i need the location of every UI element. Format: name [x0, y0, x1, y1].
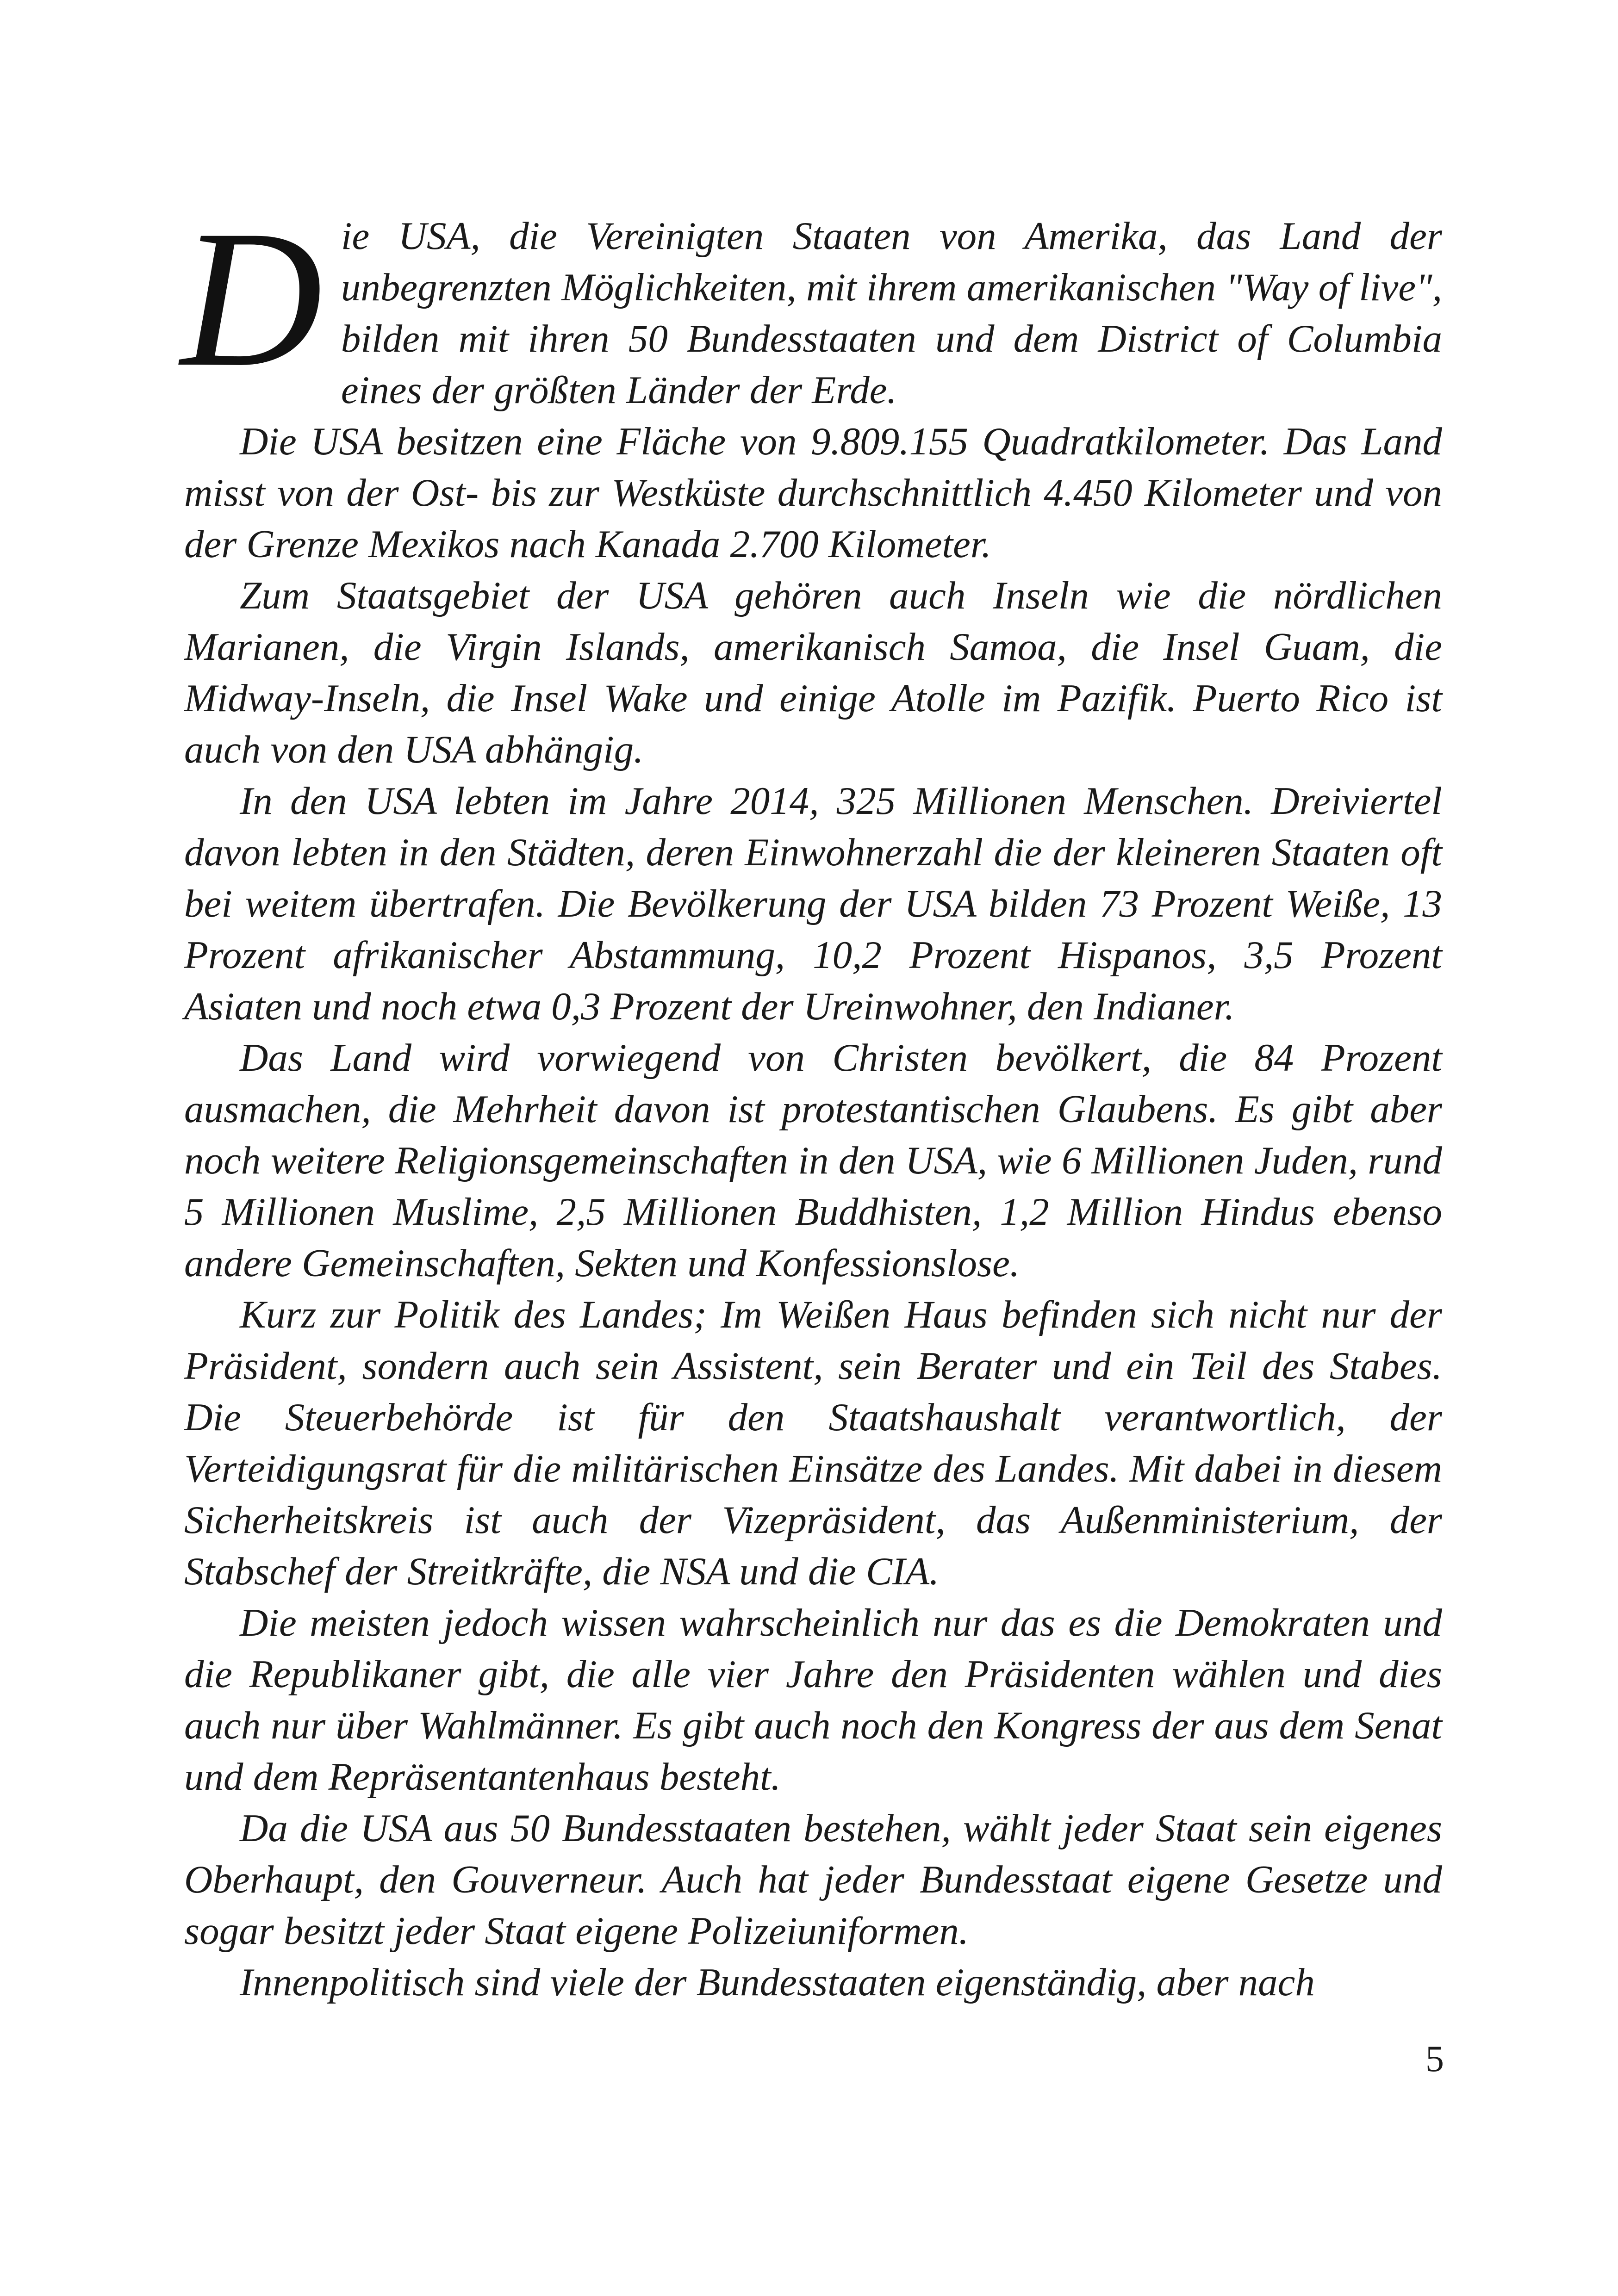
paragraph-3: Zum Staatsgebiet der USA gehören auch Inseln wie die nördlichen Marianen, die Virgin Islands, amerikanisch Samoa, die Insel Guam, die Midway-Inseln, die Insel Wake und einige Atolle im Pazifik. Puerto Rico ist auch von den USA abhängig. — [184, 574, 1442, 771]
body-text — [180, 189, 1442, 2008]
paragraph-1 — [180, 189, 1442, 416]
paragraph-1-text: ie USA, die Vereinigten Staaten von Amerika, das Land der unbegrenzten Möglichkeiten, mit ihrem amerikanischen "Way of live", bilden mit ihren 50 Bundesstaaten und dem District of Columbia eines der größten Länder der Erde. — [341, 214, 1442, 412]
paragraph-8: Da die USA aus 50 Bundesstaaten bestehen, wählt jeder Staat sein eigenes Oberhaupt, den Gouverneur. Auch hat jeder Bundesstaat eigene Gesetze und sogar besitzt jeder Staat eigene Polizeiuniformen. — [184, 1806, 1442, 1953]
paragraph-2: Die USA besitzen eine Fläche von 9.809.155 Quadratkilometer. Das Land misst von der Ost- bis zur Westküste durchschnittlich 4.450 Kilometer und von der Grenze Mexikos nach Kanada 2.700 Kilometer. — [184, 420, 1442, 566]
paragraph-7: Die meisten jedoch wissen wahrscheinlich nur das es die Demokraten und die Republikaner gibt, die alle vier Jahre den Präsidenten wählen und dies auch nur über Wahlmänner. Es gibt auch noch den Kongress der aus dem Senat und dem Repräsentantenhaus besteht. — [184, 1601, 1442, 1799]
paragraph-5: Das Land wird vorwiegend von Christen bevölkert, die 84 Prozent ausmachen, die Mehrheit davon ist protestantischen Glaubens. Es gibt aber noch weitere Religionsgemeinschaften in den USA, wie 6 Millionen Juden, rund 5 Millionen Muslime, 2,5 Millionen Buddhisten, 1,2 Million Hindus ebenso andere Gemeinschaften, Sekten und Konfessionslose. — [184, 1036, 1442, 1285]
page-number: 5 — [1425, 2039, 1444, 2079]
paragraph-6: Kurz zur Politik des Landes; Im Weißen Haus befinden sich nicht nur der Präsident, sondern auch sein Assistent, sein Berater und ein Teil des Stabes. Die Steuerbehörde ist für den Staatshaushalt verantwortlich, der Verteidigungsrat für die militärischen Einsätze des Landes. Mit dabei in diesem Sicherheitskreis ist auch der Vizepräsident, das Außenministerium, der Stabschef der Streitkräfte, die NSA und die CIA. — [184, 1293, 1442, 1593]
paragraph-4: In den USA lebten im Jahre 2014, 325 Millionen Menschen. Dreiviertel davon lebten in den Städten, deren Einwohnerzahl die der kleineren Staaten oft bei weitem übertrafen. Die Bevölkerung der USA bilden 73 Prozent Weiße, 13 Prozent afrikanischer Abstammung, 10,2 Prozent Hispanos, 3,5 Prozent Asiaten und noch etwa 0,3 Prozent der Ureinwohner, den Indianer. — [184, 779, 1442, 1028]
drop-cap: D — [180, 189, 323, 407]
paragraph-9: Innenpolitisch sind viele der Bundesstaaten eigenständig, aber nach — [240, 1961, 1315, 2004]
